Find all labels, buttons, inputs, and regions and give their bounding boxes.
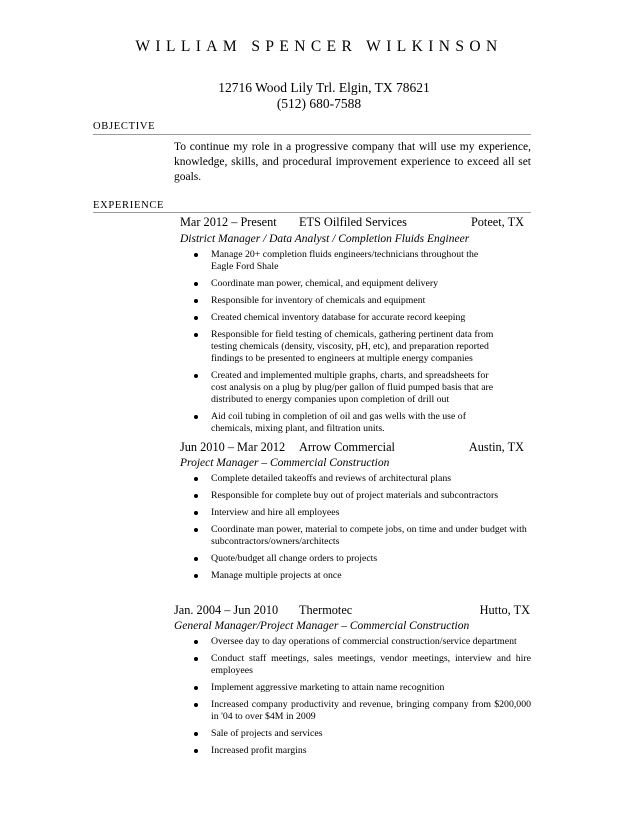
candidate-name: WILLIAM SPENCER WILKINSON bbox=[135, 38, 503, 55]
list-item: Responsible for inventory of chemicals and equipment bbox=[189, 295, 501, 307]
list-item: Responsible for complete buy out of project materials and subcontractors bbox=[189, 490, 527, 502]
list-item: Created chemical inventory database for accurate record keeping bbox=[189, 312, 501, 324]
list-item: Responsible for field testing of chemicals, gathering pertinent data from testing chemicals (density, viscosity, pH, etc), and preparation reported findings to be presented to engineers at multiple energy companies bbox=[189, 329, 501, 365]
job-company: Thermotec bbox=[299, 603, 353, 617]
list-item: Increased company productivity and revenue, bringing company from $200,000 in '04 to over $4M in 2009 bbox=[189, 699, 531, 723]
job-location: Austin, TX bbox=[468, 440, 524, 454]
job-location: Hutto, TX bbox=[479, 603, 530, 617]
job-bullets bbox=[189, 249, 501, 440]
experience-divider bbox=[93, 212, 531, 213]
list-item: Oversee day to day operations of commercial construction/service department bbox=[189, 636, 531, 648]
list-item: Quote/budget all change orders to projects bbox=[189, 553, 527, 565]
job-bullets bbox=[189, 473, 527, 587]
contact-block bbox=[0, 80, 638, 112]
job-header bbox=[180, 215, 524, 231]
phone: (512) 680-7588 bbox=[276, 96, 362, 111]
job-dates: Jan. 2004 – Jun 2010 bbox=[174, 603, 279, 617]
list-item: Complete detailed takeoffs and reviews of architectural plans bbox=[189, 473, 527, 485]
job-dates: Jun 2010 – Mar 2012 bbox=[180, 440, 286, 454]
list-item: Implement aggressive marketing to attain name recognition bbox=[189, 682, 531, 694]
job-dates: Mar 2012 – Present bbox=[180, 215, 277, 229]
job-title: General Manager/Project Manager – Commercial Construction bbox=[174, 620, 470, 632]
list-item: Coordinate man power, material to compete jobs, on time and under budget with subcontractors/owners/architects bbox=[189, 524, 527, 548]
list-item: Conduct staff meetings, sales meetings, vendor meetings, interview and hire employees bbox=[189, 653, 531, 677]
job-company: ETS Oilfiled Services bbox=[299, 215, 407, 229]
list-item: Interview and hire all employees bbox=[189, 507, 527, 519]
job-title: Project Manager – Commercial Construction bbox=[180, 457, 390, 469]
job-company: Arrow Commercial bbox=[299, 440, 395, 454]
list-item: Increased profit margins bbox=[189, 745, 531, 757]
objective-text: To continue my role in a progressive company that will use my experience, knowledge, skills, and procedural improvement experience to exceed all set goals. bbox=[174, 141, 531, 183]
list-item: Manage multiple projects at once bbox=[189, 570, 527, 582]
list-item: Coordinate man power, chemical, and equipment delivery bbox=[189, 278, 501, 290]
objective-divider bbox=[93, 134, 531, 135]
job-title: District Manager / Data Analyst / Completion Fluids Engineer bbox=[180, 233, 470, 245]
experience-heading: EXPERIENCE bbox=[93, 200, 165, 211]
list-item: Aid coil tubing in completion of oil and gas wells with the use of chemicals, mixing plant, and filtration units. bbox=[189, 411, 501, 435]
job-header bbox=[174, 603, 530, 619]
list-item: Sale of projects and services bbox=[189, 728, 531, 740]
job-header bbox=[180, 440, 524, 456]
job-location: Poteet, TX bbox=[470, 215, 524, 229]
objective-heading: OBJECTIVE bbox=[93, 121, 156, 132]
list-item: Created and implemented multiple graphs, charts, and spreadsheets for cost analysis on a plug by plug/per gallon of fluid pumped basis that are distributed to energy companies upon completion of drill out bbox=[189, 370, 501, 406]
address: 12716 Wood Lily Trl. Elgin, TX 78621 bbox=[218, 80, 430, 95]
list-item: Manage 20+ completion fluids engineers/technicians throughout the Eagle Ford Shale bbox=[189, 249, 501, 273]
job-bullets bbox=[189, 636, 531, 762]
